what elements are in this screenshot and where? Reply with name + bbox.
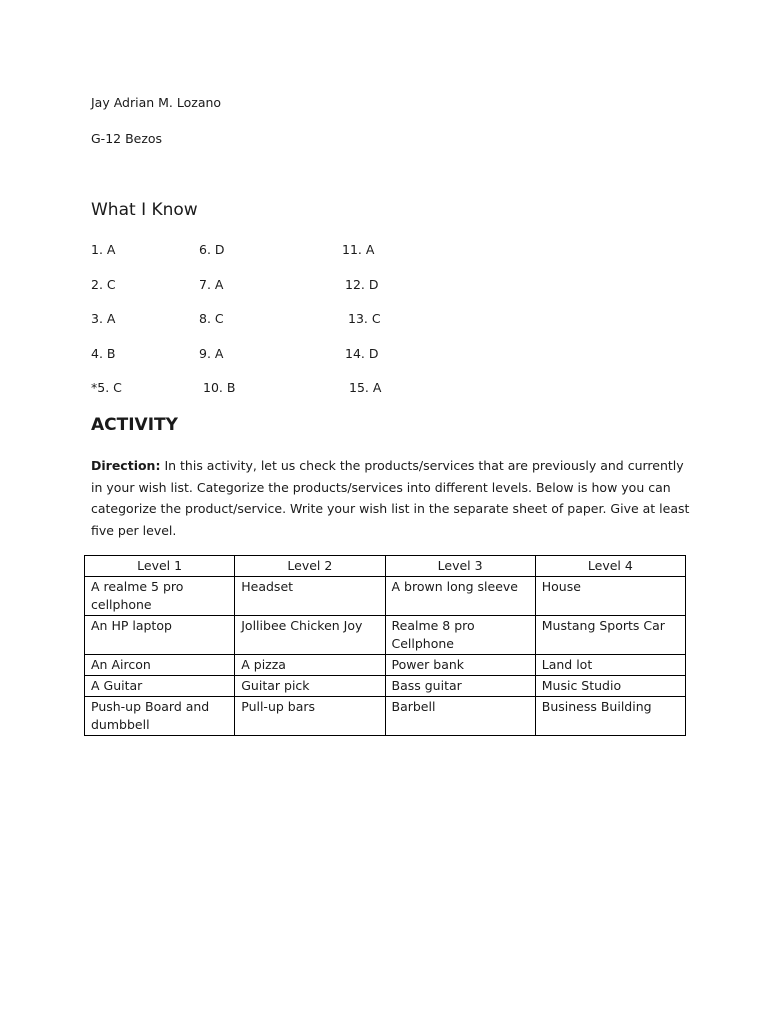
table-cell: Barbell bbox=[385, 697, 535, 736]
table-cell: Pull-up bars bbox=[235, 697, 385, 736]
answer-item: 4. B bbox=[91, 346, 116, 361]
table-cell: An Aircon bbox=[85, 655, 235, 676]
table-header-row bbox=[85, 556, 686, 577]
table-row bbox=[85, 616, 686, 655]
table-cell: Business Building bbox=[535, 697, 685, 736]
table-cell: A Guitar bbox=[85, 676, 235, 697]
table-cell: A brown long sleeve bbox=[385, 577, 535, 616]
wish-list-table bbox=[84, 555, 686, 736]
table-cell: An HP laptop bbox=[85, 616, 235, 655]
table-cell: Guitar pick bbox=[235, 676, 385, 697]
answer-item: 11. A bbox=[342, 242, 375, 257]
answer-item: 6. D bbox=[199, 242, 225, 257]
answer-item: 7. A bbox=[199, 277, 224, 292]
student-name: Jay Adrian M. Lozano bbox=[91, 95, 222, 110]
answer-item: 12. D bbox=[345, 277, 379, 292]
answer-item: 3. A bbox=[91, 311, 116, 326]
answer-item: *5. C bbox=[91, 380, 122, 395]
table-cell: A realme 5 pro cellphone bbox=[85, 577, 235, 616]
what-i-know-heading: What I Know bbox=[91, 200, 198, 220]
answer-item: 10. B bbox=[203, 380, 236, 395]
activity-direction bbox=[91, 455, 691, 541]
table-cell: Mustang Sports Car bbox=[535, 616, 685, 655]
table-cell: Realme 8 pro Cellphone bbox=[385, 616, 535, 655]
header-level-2: Level 2 bbox=[235, 556, 385, 577]
table-cell: Headset bbox=[235, 577, 385, 616]
answer-item: 13. C bbox=[348, 311, 381, 326]
table-row bbox=[85, 676, 686, 697]
table-cell: Bass guitar bbox=[385, 676, 535, 697]
answer-item: 8. C bbox=[199, 311, 224, 326]
student-section: G-12 Bezos bbox=[91, 131, 163, 146]
answer-item: 9. A bbox=[199, 346, 224, 361]
activity-heading: ACTIVITY bbox=[91, 415, 178, 435]
header-level-3: Level 3 bbox=[385, 556, 535, 577]
table-cell: Music Studio bbox=[535, 676, 685, 697]
table-row bbox=[85, 577, 686, 616]
table-row bbox=[85, 697, 686, 736]
table-cell: House bbox=[535, 577, 685, 616]
direction-label: Direction: bbox=[91, 458, 161, 473]
answer-item: 14. D bbox=[345, 346, 379, 361]
header-level-4: Level 4 bbox=[535, 556, 685, 577]
table-cell: Jollibee Chicken Joy bbox=[235, 616, 385, 655]
answer-item: 15. A bbox=[349, 380, 382, 395]
direction-text: In this activity, let us check the products/services that are previously and currently in your wish list. Categorize the products/services into different levels. Below is how you can categorize the product/service. Write your wish list in the separate sheet of paper. Give at least five per level. bbox=[91, 458, 690, 538]
answer-item: 2. C bbox=[91, 277, 116, 292]
answer-item: 1. A bbox=[91, 242, 116, 257]
table-cell: A pizza bbox=[235, 655, 385, 676]
table-cell: Power bank bbox=[385, 655, 535, 676]
table-row bbox=[85, 655, 686, 676]
table-cell: Land lot bbox=[535, 655, 685, 676]
table-cell: Push-up Board and dumbbell bbox=[85, 697, 235, 736]
header-level-1: Level 1 bbox=[85, 556, 235, 577]
